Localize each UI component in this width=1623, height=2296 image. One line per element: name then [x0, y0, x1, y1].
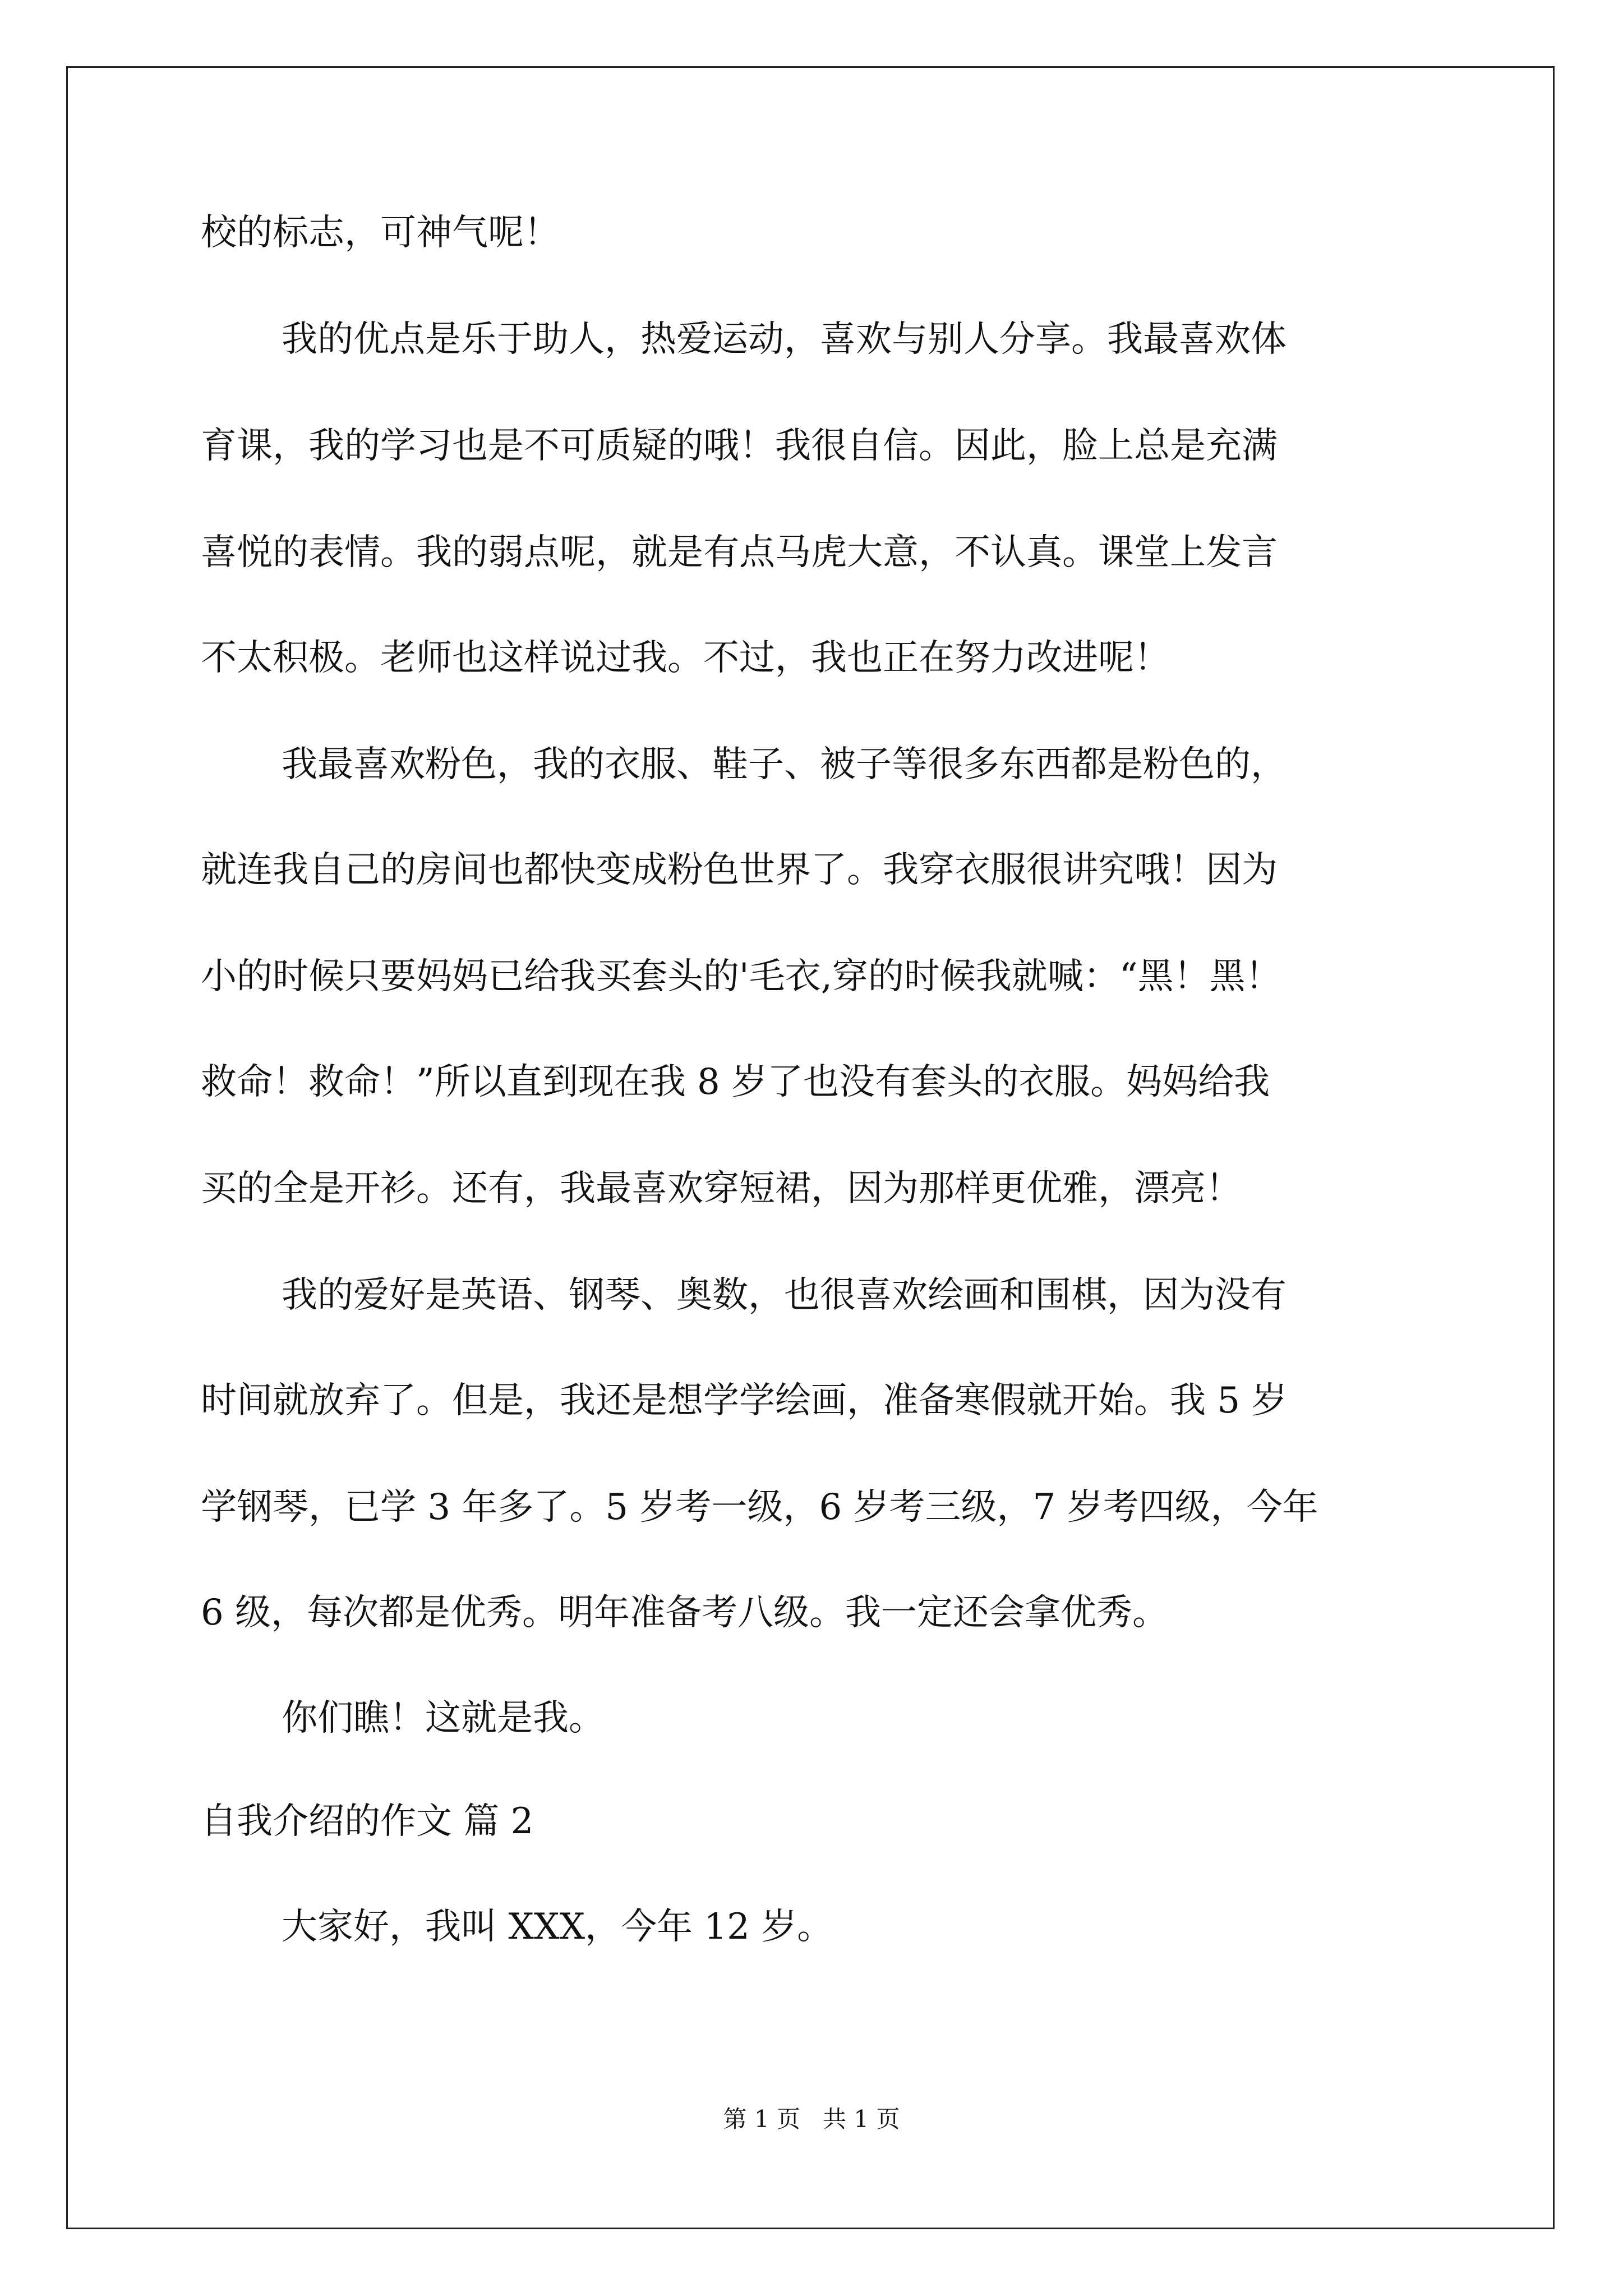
text-line: 6 级，每次都是优秀。明年准备考八级。我一定还会拿优秀。 [201, 1592, 1169, 1634]
text-line: 小的时候只要妈妈已给我买套头的'毛衣,穿的时候我就喊：“黑！黑！ [201, 956, 1281, 997]
text-line: 买的全是开衫。还有，我最喜欢穿短裙，因为那样更优雅，漂亮！ [201, 1168, 1242, 1209]
text-line: 大家好，我叫 XXX，今年 12 岁。 [282, 1906, 833, 1948]
text-line: 就连我自己的房间也都快变成粉色世界了。我穿衣服很讲究哦！因为 [201, 849, 1278, 891]
text-line: 我的优点是乐于助人，热爱运动，喜欢与别人分享。我最喜欢体 [282, 319, 1287, 360]
text-line: 不太积极。老师也这样说过我。不过，我也正在努力改进呢！ [201, 637, 1170, 679]
text-line: 救命！救命！”所以直到现在我 8 岁了也没有套头的衣服。妈妈给我 [201, 1061, 1270, 1103]
text-line: 我的爱好是英语、钢琴、奥数，也很喜欢绘画和围棋，因为没有 [282, 1274, 1287, 1316]
page-footer: 第 1 页 共 1 页 [723, 2105, 900, 2133]
text-line: 我最喜欢粉色，我的衣服、鞋子、被子等很多东西都是粉色的， [282, 744, 1287, 785]
text-line: 育课，我的学习也是不可质疑的哦！我很自信。因此，脸上总是充满 [201, 425, 1278, 467]
text-line: 时间就放弃了。但是，我还是想学学绘画，准备寒假就开始。我 5 岁 [201, 1380, 1288, 1421]
text-line: 喜悦的表情。我的弱点呢，就是有点马虎大意，不认真。课堂上发言 [201, 532, 1278, 573]
text-line: 校的标志，可神气呢！ [201, 212, 560, 254]
section-heading: 自我介绍的作文 篇 2 [201, 1801, 534, 1842]
text-line: 你们瞧！这就是我。 [282, 1697, 605, 1739]
text-line: 学钢琴，已学 3 年多了。5 岁考一级，6 岁考三级，7 岁考四级，今年 [201, 1487, 1318, 1528]
